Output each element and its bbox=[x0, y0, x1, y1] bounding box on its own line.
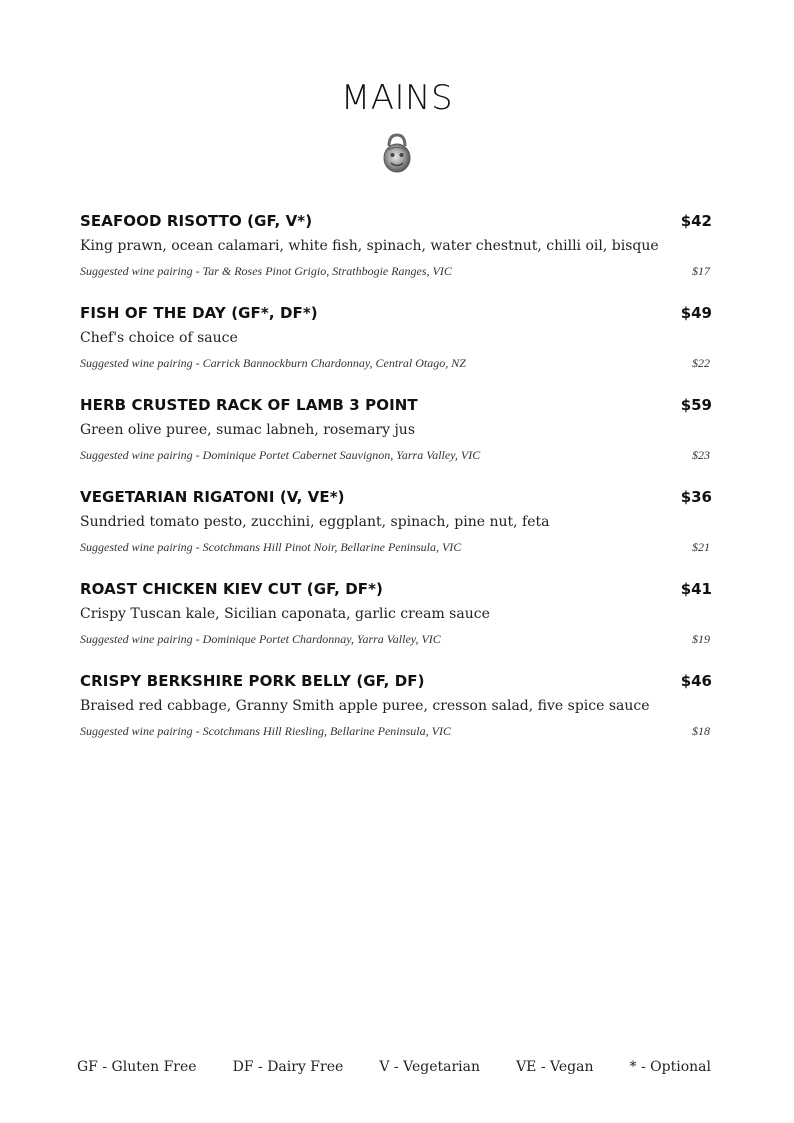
wine-price: $22 bbox=[692, 356, 710, 370]
wine-pairing: Suggested wine pairing - Scotchmans Hill Pinot Noir, Bellarine Peninsula, VIC bbox=[80, 540, 462, 554]
menu-item bbox=[80, 396, 712, 488]
dish-price: $42 bbox=[680, 212, 712, 230]
wine-pairing: Suggested wine pairing - Scotchmans Hill Riesling, Bellarine Peninsula, VIC bbox=[80, 724, 451, 738]
wine-price: $23 bbox=[692, 448, 710, 462]
dish-name: HERB CRUSTED RACK OF LAMB 3 POINT bbox=[80, 396, 418, 414]
wine-price: $19 bbox=[692, 632, 710, 646]
dish-name: FISH OF THE DAY (GF*, DF*) bbox=[80, 304, 318, 322]
wine-pairing: Suggested wine pairing - Dominique Portet Cabernet Sauvignon, Yarra Valley, VIC bbox=[80, 448, 481, 462]
padlock-emblem-icon bbox=[380, 132, 414, 174]
dish-description: Sundried tomato pesto, zucchini, eggplant, spinach, pine nut, feta bbox=[80, 514, 550, 530]
legend-optional: * - Optional bbox=[629, 1059, 711, 1075]
dish-price: $41 bbox=[680, 580, 712, 598]
dish-name: ROAST CHICKEN KIEV CUT (GF, DF*) bbox=[80, 580, 384, 598]
wine-pairing: Suggested wine pairing - Dominique Portet Chardonnay, Yarra Valley, VIC bbox=[80, 632, 441, 646]
menu-item bbox=[80, 672, 712, 764]
dish-price: $59 bbox=[680, 396, 712, 414]
dish-description: King prawn, ocean calamari, white fish, spinach, water chestnut, chilli oil, bisque bbox=[80, 238, 659, 254]
dish-name: CRISPY BERKSHIRE PORK BELLY (GF, DF) bbox=[80, 672, 425, 690]
wine-price: $21 bbox=[692, 540, 710, 554]
menu-item bbox=[80, 488, 712, 580]
dish-name: SEAFOOD RISOTTO (GF, V*) bbox=[80, 212, 313, 230]
menu-item bbox=[80, 304, 712, 396]
wine-price: $17 bbox=[692, 264, 710, 278]
dish-description: Green olive puree, sumac labneh, rosemary jus bbox=[80, 422, 416, 438]
page-title: MAINS bbox=[340, 78, 454, 118]
dish-description: Crispy Tuscan kale, Sicilian caponata, garlic cream sauce bbox=[80, 606, 490, 622]
dietary-legend bbox=[77, 1059, 711, 1075]
dish-price: $49 bbox=[680, 304, 712, 322]
legend-vegan: VE - Vegan bbox=[516, 1059, 594, 1075]
dish-description: Braised red cabbage, Granny Smith apple puree, cresson salad, five spice sauce bbox=[80, 698, 650, 714]
wine-pairing: Suggested wine pairing - Carrick Bannockburn Chardonnay, Central Otago, NZ bbox=[80, 356, 466, 370]
dish-price: $46 bbox=[680, 672, 712, 690]
dish-description: Chef's choice of sauce bbox=[80, 330, 238, 346]
dish-price: $36 bbox=[680, 488, 712, 506]
menu-item bbox=[80, 580, 712, 672]
legend-gluten-free: GF - Gluten Free bbox=[77, 1059, 197, 1075]
menu-item bbox=[80, 212, 712, 304]
legend-vegetarian: V - Vegetarian bbox=[379, 1059, 480, 1075]
menu-list bbox=[80, 212, 712, 764]
wine-pairing: Suggested wine pairing - Tar & Roses Pinot Grigio, Strathbogie Ranges, VIC bbox=[80, 264, 452, 278]
legend-dairy-free: DF - Dairy Free bbox=[232, 1059, 344, 1075]
wine-price: $18 bbox=[692, 724, 710, 738]
dish-name: VEGETARIAN RIGATONI (V, VE*) bbox=[80, 488, 345, 506]
